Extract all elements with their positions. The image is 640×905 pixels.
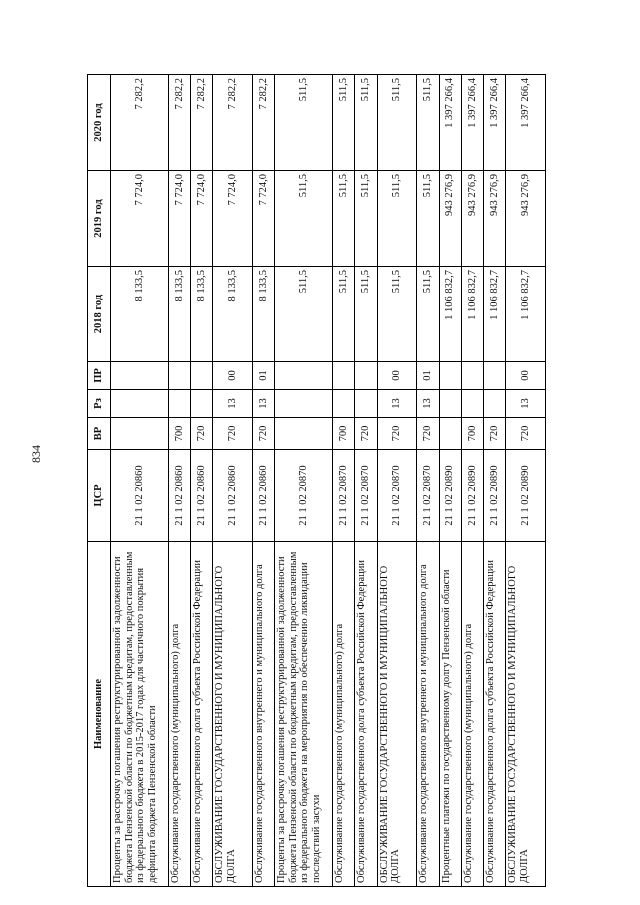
table-row xyxy=(377,75,417,887)
row-name: Обслуживание государственного долга субъекта Российской Федерации xyxy=(355,542,377,887)
row-pr: 01 xyxy=(253,362,275,390)
row-2020: 7 282,2 xyxy=(253,75,275,171)
row-name: Обслуживание государственного долга субъекта Российской Федерации xyxy=(191,542,213,887)
row-rz: 13 xyxy=(253,390,275,418)
page-number: 834 xyxy=(29,445,43,463)
table-row xyxy=(461,75,483,887)
row-rz xyxy=(439,390,461,418)
row-2018: 1 106 832,7 xyxy=(483,267,505,362)
table-row xyxy=(191,75,213,887)
col-header-2019: 2019 год xyxy=(88,171,111,267)
row-csr: 21 1 02 20860 xyxy=(191,450,213,542)
row-2018: 8 133,5 xyxy=(253,267,275,362)
col-header-pr: ПР xyxy=(88,362,111,390)
row-vr: 720 xyxy=(417,418,439,450)
row-vr: 700 xyxy=(461,418,483,450)
col-header-csr: ЦСР xyxy=(88,450,111,542)
table-row xyxy=(506,75,546,887)
table-row xyxy=(417,75,439,887)
table-row xyxy=(253,75,275,887)
row-pr: 00 xyxy=(506,362,546,390)
row-2019: 7 724,0 xyxy=(111,171,169,267)
row-pr xyxy=(483,362,505,390)
table-row xyxy=(333,75,355,887)
table-row xyxy=(213,75,253,887)
row-csr: 21 1 02 20890 xyxy=(483,450,505,542)
row-2019: 943 276,9 xyxy=(461,171,483,267)
row-2019: 7 724,0 xyxy=(253,171,275,267)
row-vr: 720 xyxy=(483,418,505,450)
row-2020: 511,5 xyxy=(275,75,333,171)
table-row xyxy=(275,75,333,887)
row-rz xyxy=(111,390,169,418)
row-2018: 511,5 xyxy=(355,267,377,362)
row-vr: 720 xyxy=(253,418,275,450)
row-2019: 943 276,9 xyxy=(439,171,461,267)
row-rz: 13 xyxy=(506,390,546,418)
row-2018: 1 106 832,7 xyxy=(506,267,546,362)
row-name: ОБСЛУЖИВАНИЕ ГОСУДАРСТВЕННОГО И МУНИЦИПАЛЬНОГО ДОЛГА xyxy=(377,542,417,887)
col-header-name: Наименование xyxy=(88,542,111,887)
row-pr xyxy=(355,362,377,390)
row-2020: 7 282,2 xyxy=(213,75,253,171)
rotated-table-container xyxy=(87,75,546,887)
row-vr: 700 xyxy=(169,418,191,450)
row-2020: 7 282,2 xyxy=(111,75,169,171)
row-pr xyxy=(191,362,213,390)
row-name: Процентные платежи по государственному долгу Пензенской области xyxy=(439,542,461,887)
row-rz: 13 xyxy=(417,390,439,418)
row-rz xyxy=(355,390,377,418)
row-vr: 720 xyxy=(355,418,377,450)
row-2020: 1 397 266,4 xyxy=(439,75,461,171)
table-row xyxy=(111,75,169,887)
row-pr xyxy=(111,362,169,390)
row-rz xyxy=(169,390,191,418)
row-vr: 720 xyxy=(213,418,253,450)
row-csr: 21 1 02 20870 xyxy=(333,450,355,542)
row-rz xyxy=(191,390,213,418)
table-row xyxy=(355,75,377,887)
row-vr xyxy=(275,418,333,450)
row-2019: 511,5 xyxy=(355,171,377,267)
row-pr: 01 xyxy=(417,362,439,390)
row-2019: 943 276,9 xyxy=(483,171,505,267)
row-2020: 511,5 xyxy=(417,75,439,171)
table-row xyxy=(169,75,191,887)
row-rz: 13 xyxy=(213,390,253,418)
row-csr: 21 1 02 20870 xyxy=(355,450,377,542)
row-2019: 943 276,9 xyxy=(506,171,546,267)
row-2018: 511,5 xyxy=(377,267,417,362)
row-csr: 21 1 02 20890 xyxy=(439,450,461,542)
row-rz: 13 xyxy=(377,390,417,418)
row-pr: 00 xyxy=(377,362,417,390)
table-row xyxy=(439,75,461,887)
row-2020: 1 397 266,4 xyxy=(461,75,483,171)
col-header-2018: 2018 год xyxy=(88,267,111,362)
row-vr: 720 xyxy=(191,418,213,450)
row-csr: 21 1 02 20860 xyxy=(213,450,253,542)
row-2020: 511,5 xyxy=(333,75,355,171)
row-name: Обслуживание государственного внутреннего и муниципального долга xyxy=(417,542,439,887)
row-2020: 7 282,2 xyxy=(191,75,213,171)
row-csr: 21 1 02 20870 xyxy=(377,450,417,542)
col-header-rz: Рз xyxy=(88,390,111,418)
row-2018: 8 133,5 xyxy=(213,267,253,362)
row-rz xyxy=(483,390,505,418)
row-pr: 00 xyxy=(213,362,253,390)
row-2020: 511,5 xyxy=(355,75,377,171)
row-2018: 8 133,5 xyxy=(169,267,191,362)
row-2020: 7 282,2 xyxy=(169,75,191,171)
row-vr xyxy=(439,418,461,450)
row-name: Проценты за рассрочку погашения реструктурированной задолженности бюджета Пензенской области по бюджетным кредитам, предоставленным из федерального бюджета в 2015-2017 годах для частичного покрытия дефицита бюджета Пензенской области xyxy=(111,542,169,887)
row-vr: 720 xyxy=(377,418,417,450)
row-2018: 8 133,5 xyxy=(191,267,213,362)
row-name: Обслуживание государственного (муниципального) долга xyxy=(169,542,191,887)
row-rz xyxy=(461,390,483,418)
row-pr xyxy=(461,362,483,390)
row-2018: 8 133,5 xyxy=(111,267,169,362)
row-pr xyxy=(169,362,191,390)
row-2018: 511,5 xyxy=(275,267,333,362)
row-pr xyxy=(275,362,333,390)
header-row xyxy=(88,75,111,887)
row-2019: 511,5 xyxy=(417,171,439,267)
row-csr: 21 1 02 20870 xyxy=(275,450,333,542)
row-vr xyxy=(111,418,169,450)
col-header-2020: 2020 год xyxy=(88,75,111,171)
row-2018: 1 106 832,7 xyxy=(461,267,483,362)
row-2019: 511,5 xyxy=(333,171,355,267)
row-name: ОБСЛУЖИВАНИЕ ГОСУДАРСТВЕННОГО И МУНИЦИПАЛЬНОГО ДОЛГА xyxy=(506,542,546,887)
row-name: Обслуживание государственного долга субъекта Российской Федерации xyxy=(483,542,505,887)
row-2020: 511,5 xyxy=(377,75,417,171)
row-pr xyxy=(439,362,461,390)
row-name: Обслуживание государственного (муниципального) долга xyxy=(333,542,355,887)
row-name: Обслуживание государственного внутреннего и муниципального долга xyxy=(253,542,275,887)
row-2019: 7 724,0 xyxy=(169,171,191,267)
row-csr: 21 1 02 20860 xyxy=(111,450,169,542)
row-name: Обслуживание государственного (муниципального) долга xyxy=(461,542,483,887)
row-name: Проценты за рассрочку погашения реструктурированной задолженности бюджета Пензенской области по бюджетным кредитам, предоставленным из федерального бюджета на мероприятия по обеспечению ликвидации последствий засухи xyxy=(275,542,333,887)
table-row xyxy=(483,75,505,887)
row-2020: 1 397 266,4 xyxy=(506,75,546,171)
row-csr: 21 1 02 20860 xyxy=(253,450,275,542)
row-2019: 511,5 xyxy=(377,171,417,267)
row-2019: 7 724,0 xyxy=(191,171,213,267)
row-rz xyxy=(333,390,355,418)
row-pr xyxy=(333,362,355,390)
col-header-vr: ВР xyxy=(88,418,111,450)
row-2018: 511,5 xyxy=(333,267,355,362)
budget-table xyxy=(87,74,546,887)
row-vr: 700 xyxy=(333,418,355,450)
row-csr: 21 1 02 20890 xyxy=(461,450,483,542)
row-vr: 720 xyxy=(506,418,546,450)
row-2020: 1 397 266,4 xyxy=(483,75,505,171)
row-2019: 511,5 xyxy=(275,171,333,267)
row-rz xyxy=(275,390,333,418)
row-name: ОБСЛУЖИВАНИЕ ГОСУДАРСТВЕННОГО И МУНИЦИПАЛЬНОГО ДОЛГА xyxy=(213,542,253,887)
row-2019: 7 724,0 xyxy=(213,171,253,267)
row-csr: 21 1 02 20860 xyxy=(169,450,191,542)
row-csr: 21 1 02 20870 xyxy=(417,450,439,542)
row-2018: 1 106 832,7 xyxy=(439,267,461,362)
row-2018: 511,5 xyxy=(417,267,439,362)
row-csr: 21 1 02 20890 xyxy=(506,450,546,542)
